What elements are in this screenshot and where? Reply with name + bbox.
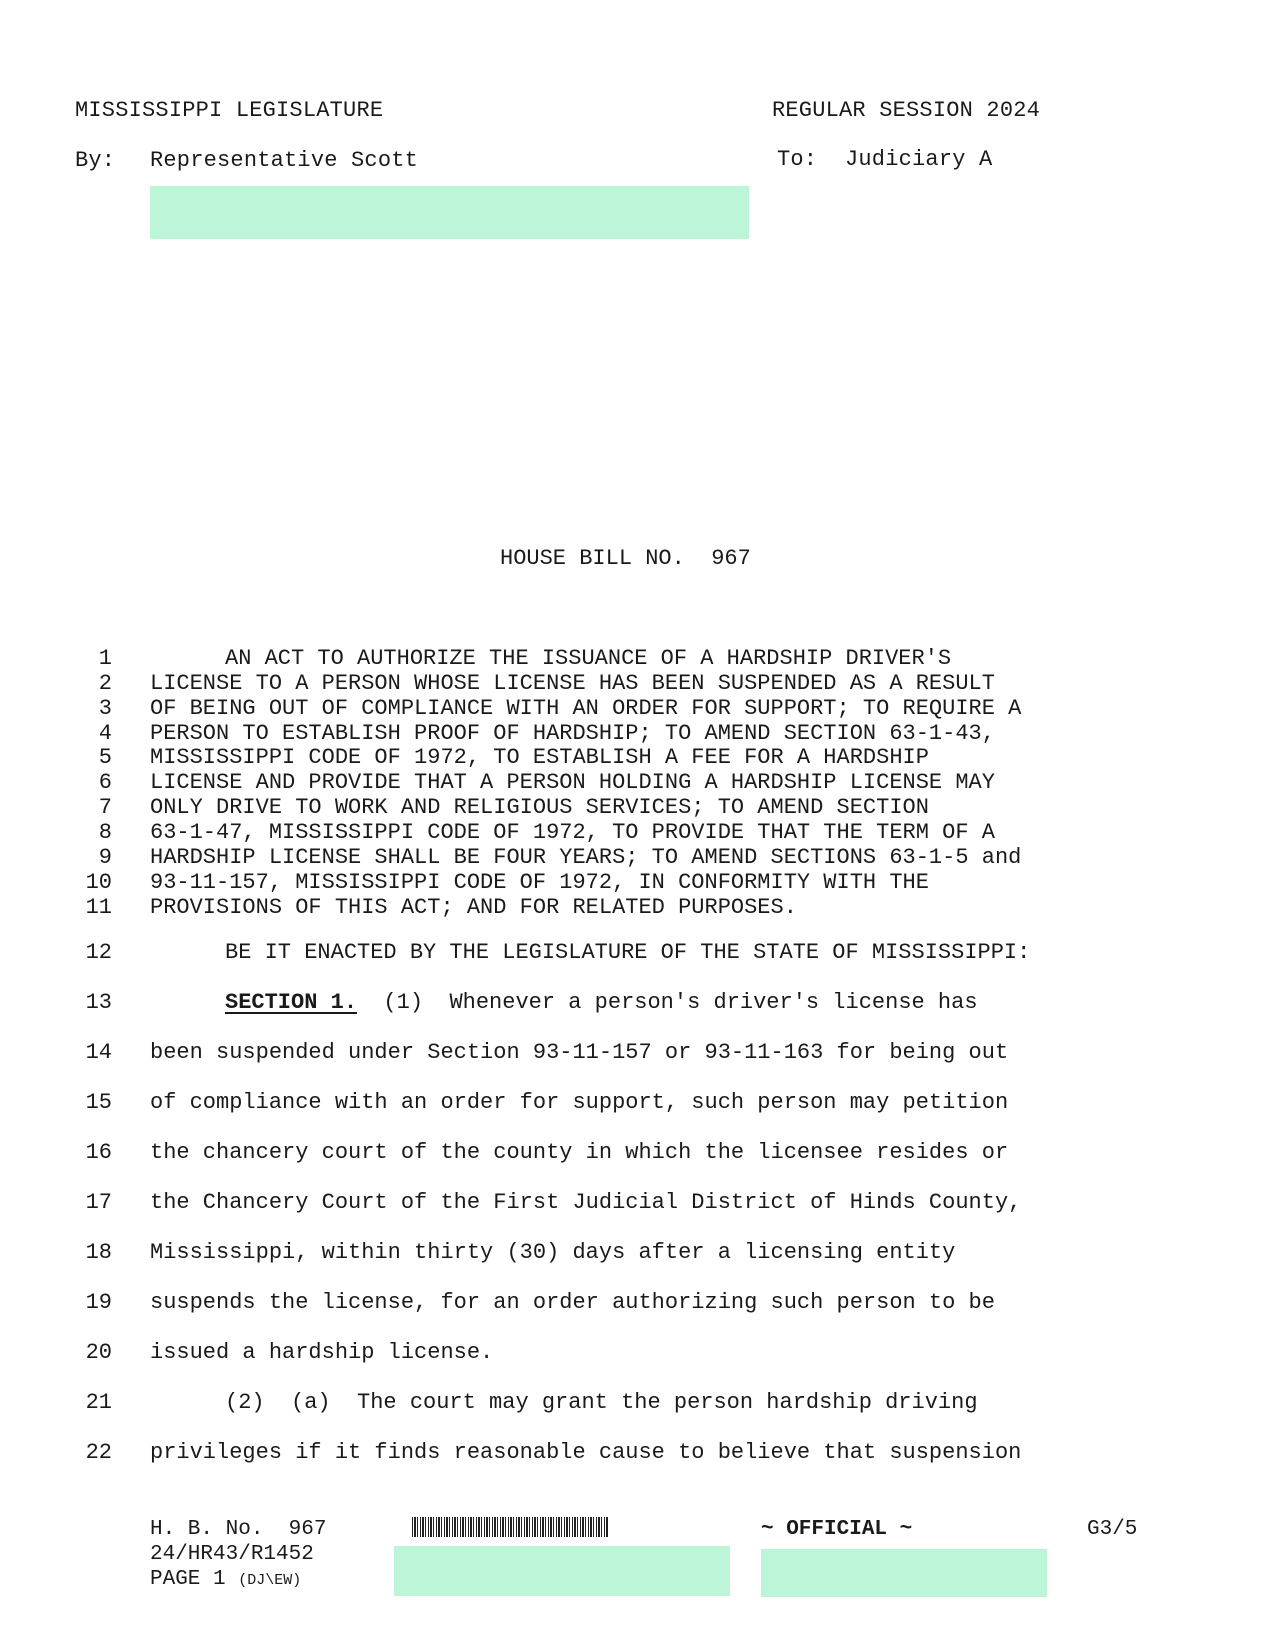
line-number: 2 (98, 671, 112, 696)
line-text: MISSISSIPPI CODE OF 1972, TO ESTABLISH A FEE FOR A HARDSHIP (150, 745, 929, 770)
footer-bill-number: H. B. No. 967 (150, 1518, 327, 1541)
line-number: 8 (98, 820, 112, 845)
typist-initials: (DJ\EW) (238, 1572, 302, 1589)
line-text: been suspended under Section 93-11-157 or 93-11-163 for being out (150, 1040, 1009, 1065)
footer-page (150, 1568, 301, 1591)
footer-page-ref: G3/5 (1087, 1518, 1138, 1541)
line-text (225, 990, 978, 1015)
line-text: the Chancery Court of the First Judicial District of Hinds County, (150, 1190, 1022, 1215)
line-text: privileges if it finds reasonable cause to believe that suspension (150, 1440, 1022, 1465)
line-text: 63-1-47, MISSISSIPPI CODE OF 1972, TO PROVIDE THAT THE TERM OF A (150, 820, 995, 845)
line-number: 22 (85, 1440, 112, 1465)
line-number: 21 (85, 1390, 112, 1415)
line-text: LICENSE TO A PERSON WHOSE LICENSE HAS BEEN SUSPENDED AS A RESULT (150, 671, 995, 696)
line-text: Mississippi, within thirty (30) days after a licensing entity (150, 1240, 956, 1265)
line-text-continued: (1) Whenever a person's driver's license has (357, 990, 978, 1015)
line-text: LICENSE AND PROVIDE THAT A PERSON HOLDING A HARDSHIP LICENSE MAY (150, 770, 995, 795)
line-text: (2) (a) The court may grant the person hardship driving (225, 1390, 978, 1415)
section-heading: SECTION 1. (225, 990, 358, 1015)
line-text: OF BEING OUT OF COMPLIANCE WITH AN ORDER FOR SUPPORT; TO REQUIRE A (150, 696, 1022, 721)
line-number: 15 (85, 1090, 112, 1115)
line-text: issued a hardship license. (150, 1340, 494, 1365)
line-number: 10 (85, 870, 112, 895)
line-number: 19 (85, 1290, 112, 1315)
page-number: PAGE 1 (150, 1568, 226, 1591)
line-text: PROVISIONS OF THIS ACT; AND FOR RELATED PURPOSES. (150, 895, 797, 920)
line-text: BE IT ENACTED BY THE LEGISLATURE OF THE STATE OF MISSISSIPPI: (225, 940, 1031, 965)
line-number: 6 (98, 770, 112, 795)
committee-name: Judiciary A (845, 147, 993, 172)
sponsor-name: Representative Scott (150, 148, 419, 173)
line-text: PERSON TO ESTABLISH PROOF OF HARDSHIP; TO AMEND SECTION 63-1-43, (150, 721, 995, 746)
redaction-box-header (150, 186, 749, 239)
line-text: HARDSHIP LICENSE SHALL BE FOUR YEARS; TO AMEND SECTIONS 63-1-5 and (150, 845, 1022, 870)
line-number: 5 (98, 745, 112, 770)
line-text: 93-11-157, MISSISSIPPI CODE OF 1972, IN CONFORMITY WITH THE (150, 870, 929, 895)
line-number: 12 (85, 940, 112, 965)
redaction-box-footer-right (761, 1549, 1047, 1597)
line-text: of compliance with an order for support, such person may petition (150, 1090, 1009, 1115)
line-number: 18 (85, 1240, 112, 1265)
session-label: REGULAR SESSION 2024 (772, 98, 1041, 123)
bill-title: HOUSE BILL NO. 967 (500, 546, 751, 571)
line-number: 7 (98, 795, 112, 820)
line-number: 16 (85, 1140, 112, 1165)
line-number: 11 (85, 895, 112, 920)
line-number: 3 (98, 696, 112, 721)
barcode (412, 1517, 608, 1537)
official-label: ~ OFFICIAL ~ (761, 1518, 913, 1541)
line-number: 17 (85, 1190, 112, 1215)
line-number: 9 (98, 845, 112, 870)
line-number: 13 (85, 990, 112, 1015)
line-text: the chancery court of the county in which the licensee resides or (150, 1140, 1009, 1165)
line-text: suspends the license, for an order authorizing such person to be (150, 1290, 995, 1315)
line-number: 1 (98, 646, 112, 671)
footer-code: 24/HR43/R1452 (150, 1543, 314, 1566)
legislature-name: MISSISSIPPI LEGISLATURE (75, 98, 384, 123)
line-text: ONLY DRIVE TO WORK AND RELIGIOUS SERVICES; TO AMEND SECTION (150, 795, 929, 820)
line-text: AN ACT TO AUTHORIZE THE ISSUANCE OF A HARDSHIP DRIVER'S (225, 646, 952, 671)
line-number: 4 (98, 721, 112, 746)
line-number: 20 (85, 1340, 112, 1365)
by-label: By: (75, 148, 116, 173)
redaction-box-footer-left (394, 1546, 730, 1596)
to-label: To: (777, 147, 818, 172)
line-number: 14 (85, 1040, 112, 1065)
